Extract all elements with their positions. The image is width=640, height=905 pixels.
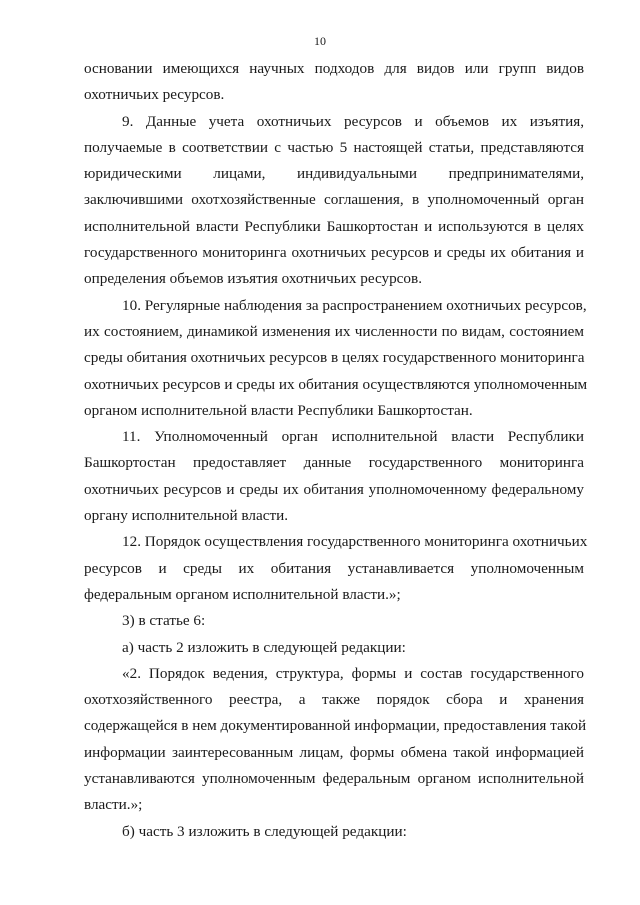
quoted-part-2 <box>84 661 587 819</box>
text-line: 3) в статье 6: <box>122 612 206 630</box>
text-line: заключившими охотхозяйственные соглашения, в уполномоченный орган <box>84 191 584 209</box>
text-line: власти.»; <box>84 796 143 814</box>
text-line: 11. Уполномоченный орган исполнительной власти Республики <box>122 428 584 446</box>
text-line: охотничьих ресурсов. <box>84 86 225 104</box>
text-line: охотхозяйственного реестра, а также порядок сбора и хранения <box>84 691 584 709</box>
text-line: органом исполнительной власти Республики Башкортостан. <box>84 401 473 419</box>
paragraph-10 <box>84 293 588 424</box>
text-line: б) часть 3 изложить в следующей редакции: <box>122 822 407 840</box>
text-line: а) часть 2 изложить в следующей редакции: <box>122 638 406 656</box>
text-line: информации заинтересованным лицам, формы обмена такой информацией <box>84 743 584 761</box>
text-line: федеральным органом исполнительной власти.»; <box>84 585 401 603</box>
text-line: «2. Порядок ведения, структура, формы и состав государственного <box>122 664 584 682</box>
amendment-subitem-a <box>84 635 584 661</box>
document-body <box>84 56 588 845</box>
text-line: содержащейся в нем документированной информации, предоставления такой <box>84 717 587 735</box>
text-line: среды обитания охотничьих ресурсов в целях государственного мониторинга <box>84 349 585 367</box>
paragraph-12 <box>84 529 588 608</box>
text-line: Башкортостан предоставляет данные государственного мониторинга <box>84 454 584 472</box>
paragraph-11 <box>84 424 584 529</box>
text-line: органу исполнительной власти. <box>84 507 289 525</box>
page-number: 10 <box>314 34 326 48</box>
text-line: получаемые в соответствии с частью 5 настоящей статьи, представляются <box>84 138 584 156</box>
text-line: их состоянием, динамикой изменения их численности по видам, состоянием <box>84 322 584 340</box>
text-line: ресурсов и среды их обитания устанавливается уполномоченным <box>84 559 584 577</box>
paragraph-9 <box>84 109 584 293</box>
text-line: устанавливаются уполномоченным федеральным органом исполнительной <box>84 770 584 788</box>
text-line: юридическими лицами, индивидуальными предпринимателями, <box>84 165 584 183</box>
text-line: 10. Регулярные наблюдения за распространением охотничьих ресурсов, <box>122 296 587 314</box>
text-line: охотничьих ресурсов и среды их обитания уполномоченному федеральному <box>84 480 584 498</box>
paragraph-continuation <box>84 56 584 109</box>
text-line: 9. Данные учета охотничьих ресурсов и объемов их изъятия, <box>122 112 584 130</box>
text-line: государственного мониторинга охотничьих ресурсов и среды их обитания и <box>84 244 584 262</box>
text-line: основании имеющихся научных подходов для видов или групп видов <box>84 60 584 77</box>
text-line: охотничьих ресурсов и среды их обитания осуществляются уполномоченным <box>84 375 588 393</box>
amendment-subitem-b <box>84 819 584 845</box>
text-line: 12. Порядок осуществления государственного мониторинга охотничьих <box>122 533 588 551</box>
amendment-item-3 <box>84 608 584 634</box>
text-line: исполнительной власти Республики Башкортостан и используются в целях <box>84 217 584 235</box>
text-line: определения объемов изъятия охотничьих ресурсов. <box>84 270 422 288</box>
